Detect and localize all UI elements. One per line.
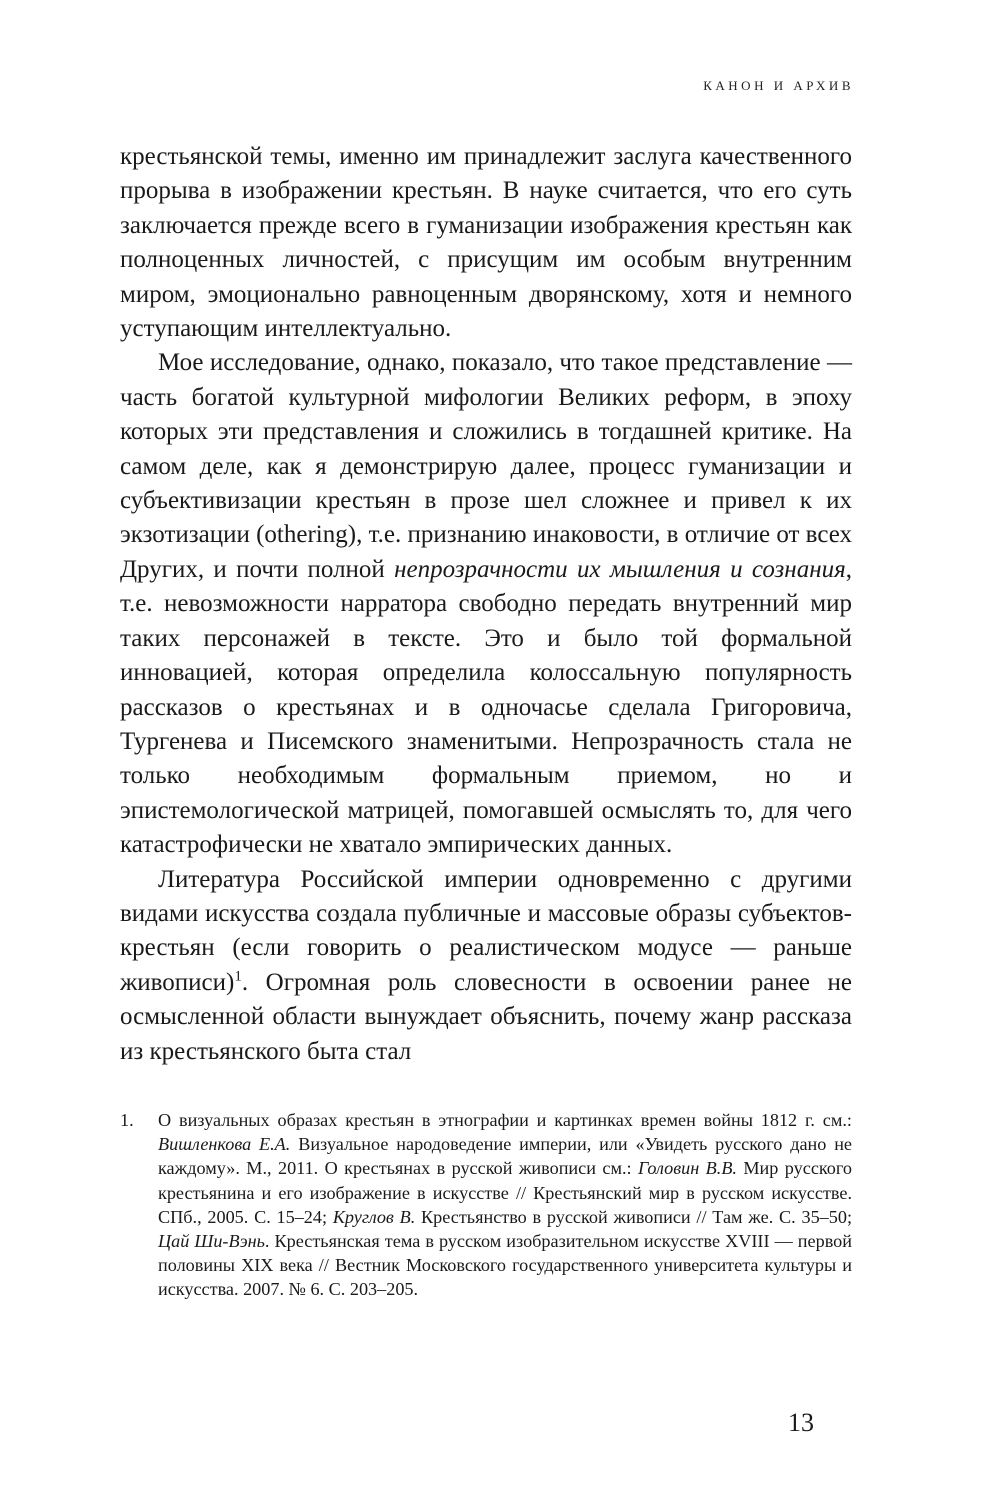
author-name: Вишленкова Е.А. [158, 1134, 291, 1155]
paragraph [120, 346, 852, 862]
text-segment: Мир русского крестьянина и его изображение в искусстве // Крестьянский мир в русском искусстве. СПб., 2005. С. 15–24; [158, 1158, 852, 1227]
footnote [120, 1108, 852, 1302]
author-name: Круглов В. [332, 1206, 416, 1227]
text-segment: крестьянской темы, именно им принадлежит заслуга качественного прорыва в изображении крестьян. В науке считается, что его суть заключается прежде всего в гуманизации изображения крестьян как полноценных личностей, с присущим им особым внутренним миром, эмоционально равноценным дворянскому, хотя и немного уступающим интеллектуально. [120, 143, 852, 343]
author-name: Цай Ши-Вэнь [158, 1231, 265, 1252]
text-segment: Литература Российской империи одновременно с другими видами искусства создала публичные и массовые образы субъектов-крестьян (если говорить о реалистическом модусе — раньше живописи) [120, 865, 852, 996]
text-segment: Крестьянство в русской живописи // Там же. С. 35–50; [415, 1206, 852, 1227]
paragraph [120, 863, 852, 1069]
footnote-ref[interactable]: 1 [234, 968, 242, 985]
text-segment: Мое исследование, однако, показало, что такое представление — часть богатой культурной мифологии Великих реформ, в эпоху которых эти представления и сложились в тогдашней критике. На самом деле, как я демонстрирую далее, процесс гуманизации и субъективизации крестьян в прозе шел сложнее и привел к их экзотизации (othering), т.е. признанию инаковости, в отличие от всех Других, и почти полной [120, 349, 852, 583]
text-segment: . Крестьянская тема в русском изобразительном искусстве XVIII — первой половины XIX века // Вестник Московского государственного университета культуры и искусства. 2007. № 6. С. 203–205. [158, 1231, 853, 1300]
footnote-text [158, 1108, 852, 1302]
text-segment: . Огромная роль словесности в освоении ранее не осмысленной области вынуждает объяснить, почему жанр рассказа из крестьянского быта стал [120, 968, 852, 1065]
page-number: 13 [788, 1408, 814, 1437]
body-text [120, 140, 852, 1069]
text-segment: Визуальное народоведение империи, или «Увидеть русского дано не каждому». М., 2011. О крестьянах в русской живописи см.: [158, 1134, 852, 1179]
text-segment: О визуальных образах крестьян в этнографии и картинках времен войны 1812 г. см.: [158, 1110, 852, 1130]
footnotes [120, 1108, 852, 1302]
paragraph [120, 140, 852, 346]
italic-emphasis: непрозрачности их мышления и сознания [394, 555, 846, 583]
footnote-number: 1. [120, 1110, 134, 1130]
text-segment: , т.е. невозможности нарратора свободно передать внутренний мир таких персонажей в тексте. Это и было той формальной инновацией, которая определила колоссальную популярность рассказов о крестьянах и в одночасье сделала Григоровича, Тургенева и Писемского знаменитыми. Непрозрачность стала не только необходимым формальным приемом, но и эпистемологической матрицей, помогавшей осмыслять то, для чего катастрофически не хватало эмпирических данных. [120, 555, 852, 859]
author-name: Головин В.В. [637, 1158, 737, 1179]
running-head: КАНОН И АРХИВ [703, 78, 854, 93]
